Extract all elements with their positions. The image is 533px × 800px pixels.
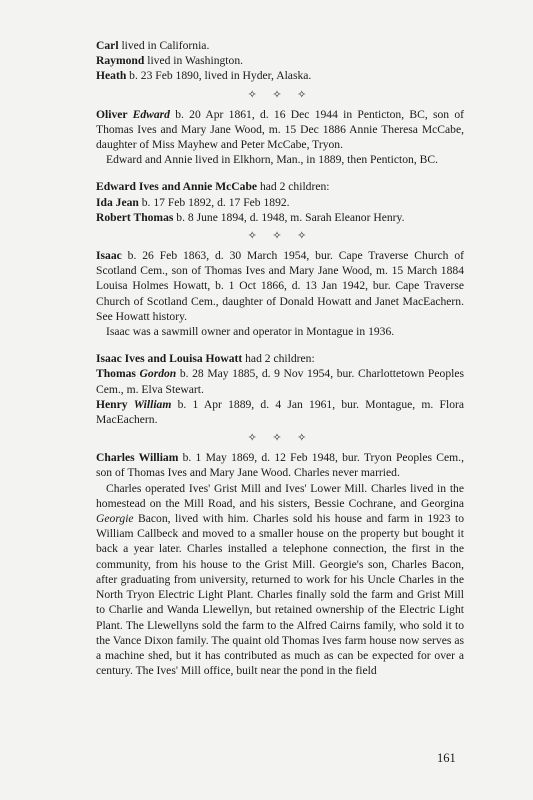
person-name: Carl — [96, 39, 119, 52]
entry-carl: Carl lived in California. — [96, 39, 210, 52]
entry-raymond: Raymond lived in Washington. — [96, 54, 244, 68]
person-name: Isaac — [96, 249, 122, 263]
entry-oliver: Oliver Edward b. 20 Apr 1861, d. 16 Dec 1944 in Penticton, BC, son of Thomas Ives and Mary Jane Wood, m. 15 Dec 1886 Annie Theresa McCabe, daughter of Miss Mayhew and Peter McCabe, Tryon. — [96, 107, 464, 152]
person-name: Raymond — [96, 54, 145, 68]
entry-isaac: Isaac b. 26 Feb 1863, d. 30 March 1954, bur. Cape Traverse Church of Scotland Cem., son of Thomas Ives and Mary Jane Wood, m. 15 March 1884 Louisa Holmes Howatt, b. 1 Oct 1866, d. 13 Jan 1942, bur. Cape Traverse Church of Scotland Cem., daughter of Donald Howatt and Janet MacEachern. See Howatt history. — [96, 249, 464, 323]
person-name: Heath — [96, 69, 127, 83]
person-name: Charles William — [96, 451, 179, 465]
child-entry: Henry William b. 1 Apr 1889, d. 4 Jan 1961, bur. Montague, m. Flora MacEachern. — [96, 397, 465, 427]
family-heading: Edward Ives and Annie McCabe had 2 children: — [96, 180, 330, 194]
ornament-divider: ✧ ✧ ✧ — [247, 87, 313, 101]
family-heading: Isaac Ives and Louisa Howatt had 2 children: — [96, 352, 315, 366]
paragraph: Edward and Annie lived in Elkhorn, Man., in 1889, then Penticton, BC. — [106, 153, 438, 167]
text-column — [96, 38, 464, 678]
child-entry: Thomas Gordon b. 28 May 1885, d. 9 Nov 1954, bur. Charlottetown Peoples Cem., m. Elva Stewart. — [96, 367, 464, 396]
child-entry: Robert Thomas b. 8 June 1894, d. 1948, m. Sarah Eleanor Henry. — [96, 210, 405, 224]
person-name: Oliver Edward — [96, 107, 170, 121]
child-entry: Ida Jean b. 17 Feb 1892, d. 17 Feb 1892. — [96, 195, 290, 209]
entry-heath: Heath b. 23 Feb 1890, lived in Hyder, Alaska. — [96, 69, 312, 83]
page-number: 161 — [437, 751, 456, 765]
paragraph: Charles operated Ives' Grist Mill and Ives' Lower Mill. Charles lived in the homestead on the Mill Road, and his sisters, Bessie Cochrane, and Georgina Georgie Bacon, lived with him. Charles sold his house and farm in 1923 to William Callbeck and moved to a smaller house on the property but bought it back a year later. Charles installed a telephone connection, the first in the community, from his house to the Grist Mill. Georgie's son, Charles Bacon, after graduating from university, returned to work for his Uncle Charles in the North Tryon Electric Light Plant. Charles finally sold the farm and Grist Mill to Charlie and Wanda Llewellyn, but retained ownership of the Electric Light Plant. The Llewellyns sold the farm to the Alfred Cairns family, who sold it to the Vance Dixon family. The quaint old Thomas Ives farm house now serves as a machine shed, but it has contributed as much as can be expected for over a century. The Ives' Mill office, built near the pond in the field — [96, 481, 464, 678]
paragraph: Isaac was a sawmill owner and operator in Montague in 1936. — [106, 325, 395, 339]
ornament-divider: ✧ ✧ ✧ — [247, 431, 313, 445]
entry-charles: Charles William b. 1 May 1869, d. 12 Feb 1948, bur. Tryon Peoples Cem., son of Thomas Ives and Mary Jane Wood. Charles never married. — [96, 451, 464, 480]
ornament-divider: ✧ ✧ ✧ — [247, 229, 313, 243]
